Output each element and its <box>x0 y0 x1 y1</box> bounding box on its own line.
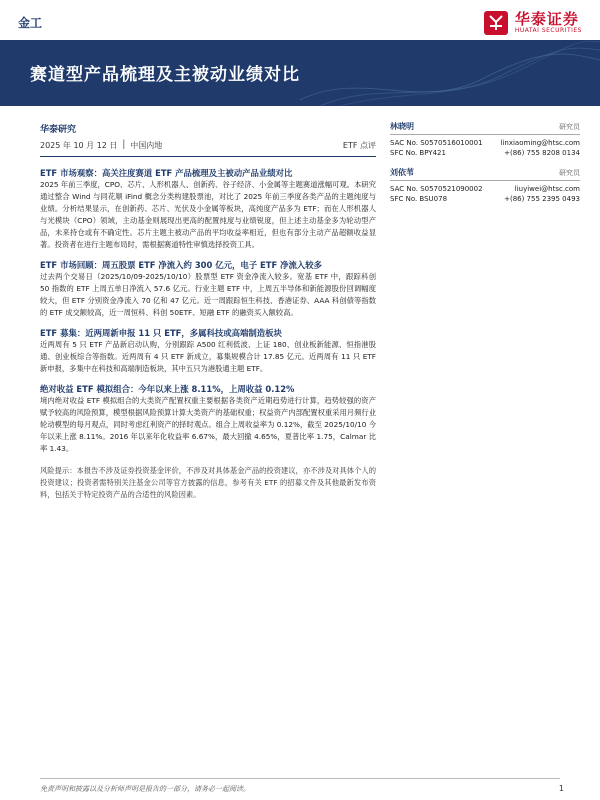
meta-separator: │ <box>121 140 127 149</box>
analyst-role: 研究员 <box>559 169 580 177</box>
analyst-email[interactable]: liuyiwei@htsc.com <box>514 185 580 193</box>
huatai-logo-icon <box>483 10 509 36</box>
analyst-card <box>390 168 580 204</box>
summary-block-market-observation <box>40 167 376 251</box>
analyst-sac: SAC No. S0570521090002 <box>390 185 483 193</box>
analyst-panel <box>390 122 580 214</box>
summary-body: 过去两个交易日（2025/10/09-2025/10/10）股票型 ETF 资金净流入较多。宽基 ETF 中，跟踪科创 50 指数的 ETF 上周五单日净流入 57.6 亿元。行业主题 ETF 中，上周五半导体和新能源股份回调幅度较大，但 ETF 分别资金净流入 70 亿和 47 亿元。近一周跟踪恒生科技、香港证券、AAA 科创债等指数的 ETF 成交额较高，近一周恒科、科创 50ETF、短融 ETF 的融资买入额较高。 <box>40 272 376 317</box>
report-meta-row <box>40 140 376 157</box>
banner-wave-decoration <box>300 40 600 106</box>
summary-block-fundraising <box>40 327 376 375</box>
analyst-phone: +(86) 755 2395 0493 <box>504 195 580 203</box>
report-type: ETF 点评 <box>342 141 376 150</box>
analyst-name: 林晓明 <box>390 122 414 131</box>
summary-block-market-review <box>40 259 376 319</box>
analyst-email[interactable]: linxiaoming@htsc.com <box>500 139 580 147</box>
summary-body: 近两周有 5 只 ETF 产品新启动认购，分别跟踪 A500 红利低波、上证 180、创业板新能源、恒指港股通、创业板综合等指数。近两周有 4 只 ETF 新成立，募集规模合计 17.85 亿元。近两周有 11 只 ETF 新申报，多集中在科技和高端制造板块，其中五只为港股通主题 ETF。 <box>40 340 376 373</box>
report-region: 中国内地 <box>130 141 163 150</box>
brand-name-en: HUATAI SECURITIES <box>514 27 582 34</box>
title-banner <box>0 40 600 106</box>
summary-heading: ETF 募集：近两周新申报 11 只 ETF，多属科技或高端制造板块 <box>40 328 282 338</box>
report-date: 2025 年 10 月 12 日 <box>40 141 118 150</box>
summary-heading: 绝对收益 ETF 模拟组合：今年以来上涨 8.11%，上周收益 0.12% <box>40 384 295 394</box>
brand-logo <box>483 10 582 36</box>
analyst-sfc: SFC No. BSU078 <box>390 195 448 203</box>
report-title: 赛道型产品梳理及主被动业绩对比 <box>30 65 300 85</box>
risk-warning: 风险提示：本报告不涉及证券投资基金评价，不涉及对具体基金产品的投资建议，亦不涉及对具体个人的投资建议；投资者需特别关注基金公司等官方披露的信息，参考有关 ETF 的招募文件及其他最新发布资料，包括关于特定投资产品的合适性的风险因素。 <box>40 466 376 499</box>
analyst-sac: SAC No. S0570516010001 <box>390 139 483 147</box>
analyst-role: 研究员 <box>559 123 580 131</box>
analyst-sfc: SFC No. BPY421 <box>390 149 446 157</box>
summary-body: 2025 年前三季度，CPO、芯片、人形机器人、创新药、谷子经济、小金属等主题赛道涨幅可观。本研究通过整合 Wind 与同花顺 iFind 概念分类构建股票池，对比了 2025 年前三季度各类产品的主题纯度与业绩。分析结果显示，在创新药、芯片、光伏及小金属等板块，高纯度产品多为 ETF；而在人形机器人与光模块（CPO）领域，主动基金则展现出更高的配置纯度与业绩锐度，但上述主动基金多为轮动型产品，未来持仓或有不确定性。芯片主题主被动产品的平均收益率相近，但也有部分主动产品超额收益显著。投资者在进行主题布局时，需根据赛道特性审慎选择投资工具。 <box>40 180 376 249</box>
page-number: 1 <box>558 784 564 793</box>
brand-name-cn: 华泰证券 <box>514 10 579 28</box>
footer-disclaimer: 免责声明和披露以及分析师声明是报告的一部分，请务必一起阅读。 <box>40 785 250 793</box>
analyst-phone: +(86) 755 8208 0134 <box>504 149 580 157</box>
summary-body: 境内绝对收益 ETF 模拟组合的大类资产配置权重主要根据各类资产近期趋势进行计算，趋势较强的资产赋予较高的风险预算，模型根据风险预算计算大类资产的基础权重；权益资产内部配置权重采用月频行业轮动模型的每月观点，同时考虑红利资产的择时观点。组合上周收益率为 0.12%，截至 2025/10/10 今年以来上涨 8.11%。2016 年以来年化收益率 6.67%，最大回撤 4.65%，夏普比率 1.75，Calmar 比率 1.43。 <box>40 396 376 453</box>
section-label: 华泰研究 <box>40 125 77 135</box>
summary-heading: ETF 市场观察：高关注度赛道 ETF 产品梳理及主被动产品业绩对比 <box>40 168 293 178</box>
analyst-name: 刘依苇 <box>390 168 414 177</box>
summary-block-portfolio <box>40 383 376 455</box>
footer-divider <box>40 778 560 779</box>
analyst-card <box>390 122 580 158</box>
main-content <box>40 122 376 501</box>
top-category: 金工 <box>18 16 43 30</box>
summary-heading: ETF 市场回顾：周五股票 ETF 净流入约 300 亿元，电子 ETF 净流入较多 <box>40 260 322 270</box>
